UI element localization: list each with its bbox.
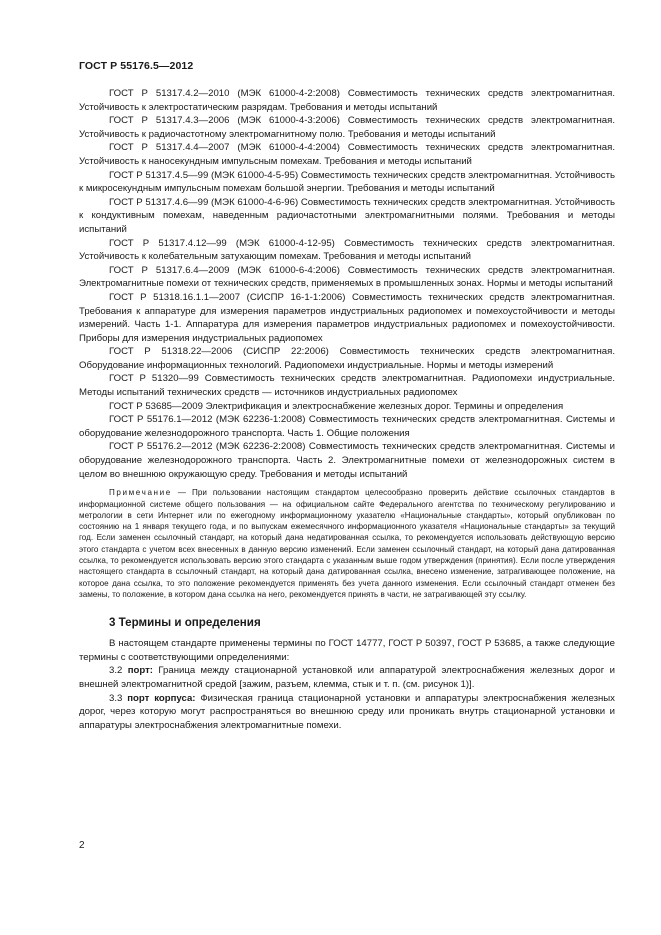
reference-item: ГОСТ Р 51317.6.4—2009 (МЭК 61000-6-4:2006) Совместимость технических средств электромагнитная. Электромагнитные помехи от технических средств, применяемых в промышленных зонах. Нормы и методы испытаний xyxy=(79,264,615,290)
reference-item: ГОСТ Р 51318.16.1.1—2007 (СИСПР 16-1-1:2006) Совместимость технических средств электромагнитная. Требования к аппаратуре для измерения параметров индустриальных радиопомех и помехоустойчивости и методы измерений. Часть 1-1. Аппаратура для измерения параметров индустриальных радиопомех и помехоустойчивости. Приборы для измерения индустриальных радиопомех xyxy=(79,291,615,344)
reference-item: ГОСТ Р 51317.4.2—2010 (МЭК 61000-4-2:2008) Совместимость технических средств электромагнитная. Устойчивость к электростатическим разрядам. Требования и методы испытаний xyxy=(79,88,615,113)
reference-item: ГОСТ Р 51317.4.4—2007 (МЭК 61000-4-4:2004) Совместимость технических средств электромагнитная. Устойчивость к наносекундным импульсным помехам. Требования и методы испытаний xyxy=(79,142,615,167)
note-text: — При пользовании настоящим стандартом целесообразно проверить действие ссылочных стандартов в информационной системе общего пользования — на официальном сайте Федерального агентства по техническому регулированию и метрологии в сети Интернет или по ежегодному информационному указателю «Национальные стандарты», который опубликован по состоянию на 1 января текущего года, и по выпускам ежемесячного информационного указателя «Национальные стандарты» за текущий год. Если заменен ссылочный стандарт, на который дана недатированная ссылка, то рекомендуется использовать действующую версию этого стандарта с учетом всех внесенных в данную версию изменений. Если заменен ссылочный стандарт, на который дана датированная ссылка, то рекомендуется использовать версию этого стандарта с указанным выше годом утверждения (принятия). Если после утверждения настоящего стандарта в ссылочный стандарт, на который дана датированная ссылка, внесено изменение, затрагивающее положение, на которое дана ссылка, то это положение рекомендуется применять без учета данного изменения. Если ссылочный стандарт отменен без замены, то положение, в котором дана ссылка на него, рекомендуется принять в части, не затрагивающей эту ссылку. xyxy=(79,488,615,599)
document-header: ГОСТ Р 55176.5—2012 xyxy=(79,60,194,72)
definition-item xyxy=(79,692,615,733)
reference-item: ГОСТ Р 51317.4.6—99 (МЭК 61000-4-6-96) Совместимость технических средств электромагнитная. Устойчивость к кондуктивным помехам, наведенным радиочастотными электромагнитными полями. Требования и методы испытаний xyxy=(79,196,615,235)
note-label: Примечание xyxy=(109,488,172,498)
reference-item: ГОСТ Р 53685—2009 Электрификация и электроснабжение железных дорог. Термины и определения xyxy=(109,400,564,412)
definition-text: Физическая граница стационарной установки и аппаратуры электроснабжения железных дорог, через которую могут распространяться во внешнюю среду или проникать внутрь стационарной установки и аппаратуры электроснабжения электромагнитные помехи. xyxy=(79,692,615,731)
reference-item: ГОСТ Р 55176.2—2012 (МЭК 62236-2:2008) Совместимость технических средств электромагнитная. Системы и оборудование железнодорожного транспорта. Часть 2. Электромагнитные помехи от железнодорожных систем в целом во внешнюю окружающую среду. Требования и методы испытаний xyxy=(79,441,615,480)
definition-item xyxy=(79,664,615,691)
reference-item: ГОСТ Р 51320—99 Совместимость технических средств электромагнитная. Радиопомехи индустриальные. Методы испытаний технических средств — источников индустриальных радиопомех xyxy=(79,373,615,399)
reference-item: ГОСТ Р 51317.4.3—2006 (МЭК 61000-4-3:2006) Совместимость технических средств электромагнитная. Устойчивость к радиочастотному электромагнитному полю. Требования и методы испытаний xyxy=(79,115,615,140)
definition-number: 3.3 xyxy=(109,692,128,704)
definition-term: порт корпуса: xyxy=(127,692,196,704)
reference-item: ГОСТ Р 55176.1—2012 (МЭК 62236-1:2008) Совместимость технических средств электромагнитная. Системы и оборудование железнодорожного транспорта. Часть 1. Общие положения xyxy=(79,414,615,439)
reference-item: ГОСТ Р 51317.4.5—99 (МЭК 61000-4-5-95) Совместимость технических средств электромагнитная. Устойчивость к микросекундным импульсным помехам большой энергии. Требования и методы испытаний xyxy=(79,169,615,195)
note-paragraph xyxy=(79,487,615,600)
definition-number: 3.2 xyxy=(109,665,128,677)
document-body xyxy=(79,87,615,732)
reference-item: ГОСТ Р 51317.4.12—99 (МЭК 61000-4-12-95) Совместимость технических средств электромагнитная. Устойчивость к колебательным затухающим помехам. Требования и методы испытаний xyxy=(79,237,615,263)
section-intro: В настоящем стандарте применены термины по ГОСТ 14777, ГОСТ Р 50397, ГОСТ Р 53685, а также следующие термины с соответствующими определениями: xyxy=(79,638,615,663)
definition-text: Граница между стационарной установкой или аппаратурой электроснабжения железных дорог и внешней электромагнитной средой [зажим, разъем, клемма, стык и т. п. (см. рисунок 1)]. xyxy=(79,665,615,690)
definition-term: порт: xyxy=(127,665,153,677)
reference-item: ГОСТ Р 51318.22—2006 (СИСПР 22:2006) Совместимость технических средств электромагнитная. Оборудование информационных технологий. Радиопомехи индустриальные. Нормы и методы измерений xyxy=(79,346,615,371)
page-number: 2 xyxy=(79,840,85,851)
section-title: 3 Термины и определения xyxy=(109,616,261,630)
